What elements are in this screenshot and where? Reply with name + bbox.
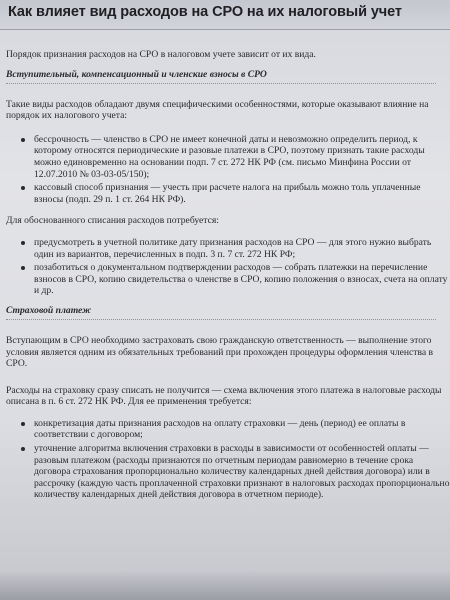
section-heading-fees: Вступительный, компенсационный и членские взносы в СРО <box>6 69 436 84</box>
fees-paragraph: Такие виды расходов обладают двумя специфическими особенностями, которые оказывают влияние на порядок их налогового учета: <box>6 98 429 122</box>
bullet-icon <box>21 138 25 142</box>
bullet-icon <box>21 422 25 426</box>
bullet-icon <box>21 266 25 270</box>
requirements-paragraph: Для обоснованного списания расходов потребуется: <box>6 215 219 227</box>
requirements-list <box>6 237 450 297</box>
list-item: конкретизация даты признания расходов на оплату страховки — день (период) ее оплаты в соответствии с договором; <box>6 418 450 441</box>
insurance-expenses-paragraph: Расходы на страховку сразу списать не получится — схема включения этого платежа в налоговые расходы описана в п. 6 ст. 272 НК РФ. Для ее применения требуется: <box>6 384 442 408</box>
insurance-paragraph: Вступающим в СРО необходимо застраховать свою гражданскую ответственность — выполнение этого условия является одним из обязательных требований при прохожден процедуры оформления членства в СРО. <box>6 334 434 370</box>
list-item: кассовый способ признания — учесть при расчете налога на прибыль можно толь уплаченные взносы (подп. 29 п. 1 ст. 264 НК РФ). <box>6 182 450 205</box>
fees-features-list <box>6 134 450 206</box>
list-item: позаботиться о документальном подтверждении расходов — собрать платежки на перечисление взносов в СРО, копию свидетельства о членстве в СРО, копию положения о взносах, счета на оплату и др. <box>6 262 450 297</box>
page-title: Как влияет вид расходов на СРО на их налоговый учет <box>8 4 402 20</box>
section-heading-insurance: Страховой платеж <box>6 305 436 320</box>
list-item: бессрочность — членство в СРО не имеет конечной даты и невозможно определить период, к которому относятся периодические и разовые платежи в СРО, поэтому признать такие расходы можно единовременно на основании подп. 7 ст. 272 НК РФ (см. письмо Минфина России от 12.07.2010 № 03-03-05/150); <box>6 134 450 180</box>
bullet-icon <box>21 447 25 451</box>
photo-shadow <box>0 570 450 600</box>
list-item: уточнение алгоритма включения страховки в расходы в зависимости от особенностей оплаты — разовым платежом (расходы признаются по отчетным периодам равномерно в течение срока договора страхования пропорционально количеству календарных дней действия договора) или в рассрочку (каждую часть проплаченной страховки признают в налоговых расходах пропорционально количеству календарных дней действия договора в отчетном периоде). <box>6 443 450 501</box>
list-item: предусмотреть в учетной политике дату признания расходов на СРО — для этого нужно выбрать один из вариантов, перечисленных в подп. 3 п. 7 ст. 272 НК РФ; <box>6 237 450 260</box>
bullet-icon <box>21 186 25 190</box>
intro-paragraph: Порядок признания расходов на СРО в налоговом учете зависит от их вида. <box>6 49 316 60</box>
insurance-requirements-list <box>6 418 450 501</box>
title-bar <box>0 0 450 30</box>
bullet-icon <box>21 241 25 245</box>
